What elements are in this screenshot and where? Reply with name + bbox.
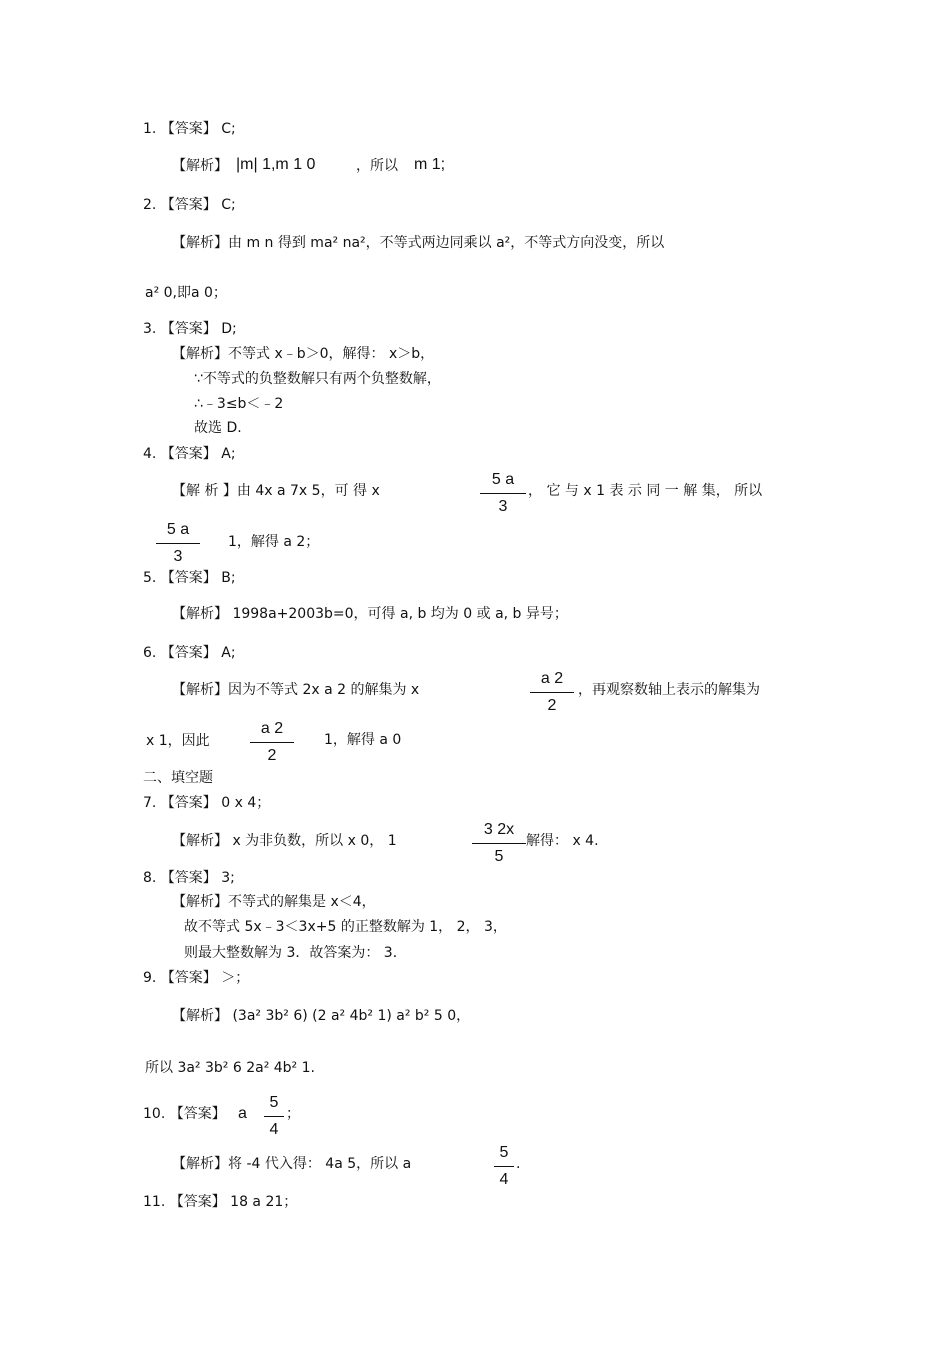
explanation-6-line2b: 1，解得 a 0 <box>324 732 402 748</box>
fraction-bar <box>264 1116 284 1117</box>
explanation-9-line1: 【解析】 (3a² 3b² 6) (2 a² 4b² 1) a² b² 5 0， <box>172 1008 471 1024</box>
explanation-8-line2: 故不等式 5x﹣3＜3x+5 的正整数解为 1， 2， 3， <box>184 919 507 935</box>
answer-8: 8. 【答案】 3; <box>143 870 235 886</box>
answer-10-math: a <box>238 1105 247 1122</box>
fraction-bar <box>250 742 294 743</box>
explanation-1-text: ，所以 <box>356 158 398 174</box>
fraction-denominator: 2 <box>547 697 557 714</box>
explanation-7-line1a: 【解析】 x 为非负数，所以 x 0， 1 <box>172 833 397 849</box>
explanation-4-line2: 1，解得 a 2； <box>228 534 320 550</box>
fraction-denominator: 2 <box>267 747 277 764</box>
answer-10-tail: ； <box>286 1106 300 1122</box>
fraction-numerator: 5 a <box>166 521 190 538</box>
explanation-3-line3: ∴﹣3≤b＜﹣2 <box>194 396 284 412</box>
explanation-1-math: |m| 1,m 1 0 <box>236 156 316 173</box>
explanation-2-line1: 【解析】由 m n 得到 ma² na²，不等式两边同乘以 a²，不等式方向没变，所以 <box>172 235 665 251</box>
explanation-9-line2: 所以 3a² 3b² 6 2a² 4b² 1. <box>145 1060 315 1076</box>
explanation-6-line1b: ，再观察数轴上表示的解集为 <box>578 682 760 698</box>
fraction-numerator: 5 a <box>491 471 515 488</box>
fraction-denominator: 4 <box>269 1121 279 1138</box>
answer-4: 4. 【答案】 A; <box>143 446 236 462</box>
explanation-3-line4: 故选 D. <box>194 420 242 436</box>
explanation-10-tail: . <box>516 1156 521 1172</box>
explanation-2-line2: a² 0,即a 0； <box>145 285 227 301</box>
fraction-bar <box>472 843 526 844</box>
explanation-6-fraction-1 <box>530 669 574 716</box>
explanation-4-line1a: 【解 析 】由 4x a 7x 5，可 得 x <box>172 483 380 499</box>
fraction-numerator: a 2 <box>260 720 284 737</box>
explanation-1-label: 【解析】 <box>172 158 228 174</box>
explanation-10-line1a: 【解析】将 -4 代入得： 4a 5，所以 a <box>172 1156 412 1172</box>
explanation-4-fraction-1 <box>480 470 526 517</box>
answer-10-fraction <box>264 1093 284 1140</box>
answer-6: 6. 【答案】 A; <box>143 645 236 661</box>
explanation-10-fraction <box>494 1143 514 1190</box>
fraction-bar <box>156 543 200 544</box>
fraction-numerator: a 2 <box>540 670 564 687</box>
fraction-numerator: 5 <box>499 1144 509 1161</box>
answer-5: 5. 【答案】 B; <box>143 570 236 586</box>
explanation-6-line2a: x 1，因此 <box>146 733 210 749</box>
explanation-8-line1: 【解析】不等式的解集是 x＜4， <box>172 894 376 910</box>
explanation-5-line1: 【解析】 1998a+2003b=0，可得 a, b 均为 0 或 a, b 异号； <box>172 606 568 622</box>
section-heading-fill-in: 二、填空题 <box>143 770 213 786</box>
explanation-8-line3: 则最大整数解为 3．故答案为： 3． <box>184 945 407 961</box>
explanation-1-math2: m 1; <box>414 156 446 173</box>
explanation-6-fraction-2 <box>250 719 294 766</box>
fraction-denominator: 4 <box>499 1171 509 1188</box>
fraction-denominator: 5 <box>494 848 504 865</box>
fraction-denominator: 3 <box>173 548 183 565</box>
fraction-bar <box>530 692 574 693</box>
fraction-numerator: 5 <box>269 1094 279 1111</box>
explanation-6-line1a: 【解析】因为不等式 2x a 2 的解集为 x <box>172 682 420 698</box>
explanation-7-line1b: 解得： x 4. <box>526 833 599 849</box>
fraction-denominator: 3 <box>498 498 508 515</box>
answer-3: 3. 【答案】 D; <box>143 321 237 337</box>
explanation-4-line1b: ， 它 与 x 1 表 示 同 一 解 集， 所以 <box>528 483 763 499</box>
fraction-bar <box>494 1166 514 1167</box>
explanation-7-fraction <box>472 820 526 867</box>
explanation-4-fraction-2 <box>156 520 200 567</box>
fraction-bar <box>480 493 526 494</box>
explanation-3-line2: ∵不等式的负整数解只有两个负整数解， <box>194 371 441 387</box>
fraction-numerator: 3 2x <box>483 821 515 838</box>
explanation-3-line1: 【解析】不等式 x﹣b＞0，解得： x＞b， <box>172 346 435 362</box>
answer-11: 11. 【答案】 18 a 21； <box>143 1194 298 1210</box>
answer-9: 9. 【答案】 ＞； <box>143 970 250 986</box>
answer-2: 2. 【答案】 C; <box>143 197 236 213</box>
answer-7: 7. 【答案】 0 x 4； <box>143 795 271 811</box>
answer-1: 1. 【答案】 C; <box>143 121 236 137</box>
answer-10-label: 10. 【答案】 <box>143 1106 226 1122</box>
